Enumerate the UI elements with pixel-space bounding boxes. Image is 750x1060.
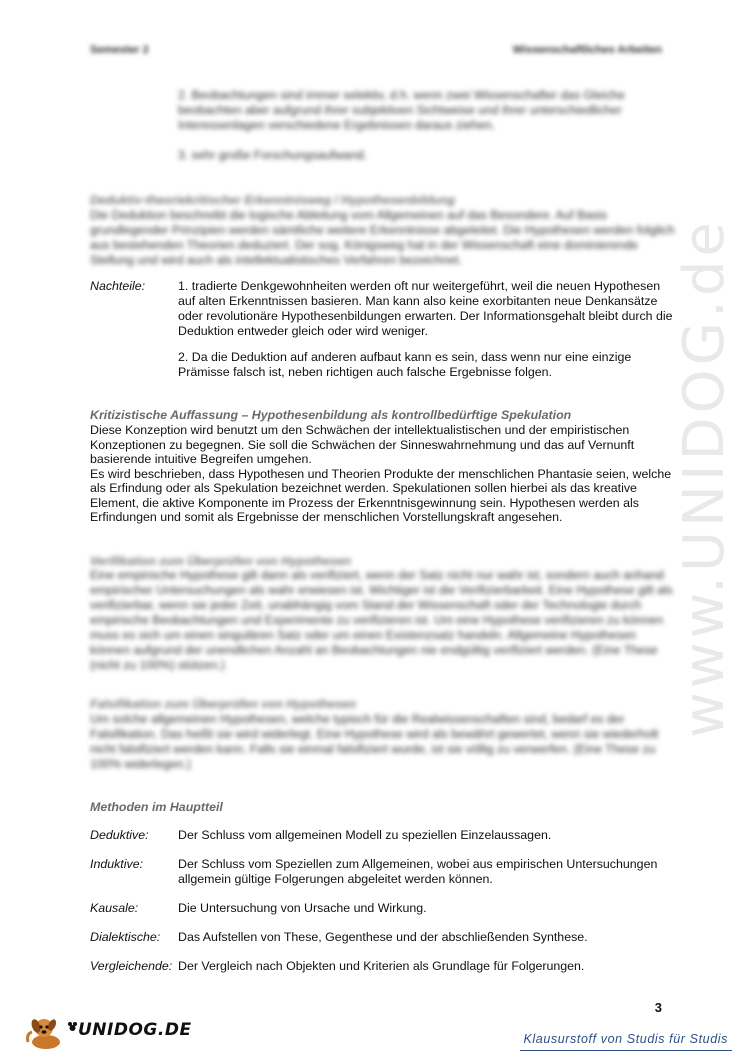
blurred-item-3: 3. sehr große Forschungsaufwand. [178, 148, 368, 162]
methode-text-kausale: Die Untersuchung von Ursache und Wirkung. [178, 901, 427, 915]
page-number: 3 [654, 1000, 662, 1015]
methode-label-induktive: Induktive: [90, 857, 144, 871]
watermark: www.UNIDOG.de [672, 218, 737, 738]
methode-label-kausale: Kausale: [90, 901, 139, 915]
nachteile-label: Nachteile: [90, 279, 146, 293]
dog-icon [24, 1012, 80, 1052]
blurred-deduktiv-text: Die Deduktion beschreibt die logische Ableitung vom Allgemeinen auf das Besondere. Auf Basis grundlegender Prinzipien werden sämtliche weitere Erkenntnisse abgeleitet. Die Hypothesen werden folglich aus bestehenden Theorien deduziert. Der sog. Königsweg hat in der Wissenschaft eine dominierende Stellung und wird auch als intellektualistisches Verfahren bezeichnet. [90, 208, 675, 267]
methode-label-vergleichende: Vergleichende: [90, 959, 173, 973]
methode-text-induktive: Der Schluss vom Speziellen zum Allgemeinen, wobei aus empirischen Untersuchungen allgemein gültige Folgerungen abgeleitet werden können. [178, 857, 658, 886]
footer-tagline: Klausurstoff von Studis für Studis [523, 1032, 728, 1046]
unidog-logo [24, 1012, 192, 1052]
blurred-falsifikation-text: Um solche allgemeinen Hypothesen, welche typisch für die Realwissenschaften sind, bedarf es der Falsifikation. Das heißt sie wird widerlegt. Eine Hypothese wird als bewährt gewertet, wenn sie wiederholt nicht falsifiziert werden kann. Falls sie einmal falsifiziert wurde, ist sie völlig zu verwerfen. (Eine These zu 100% widerlegen.) [90, 712, 659, 771]
logo-text: UNIDOG.DE [78, 1020, 192, 1040]
methode-text-vergleichende: Der Vergleich nach Objekten und Kriterien als Grundlage für Folgerungen. [178, 959, 585, 973]
methode-text-deduktive: Der Schluss vom allgemeinen Modell zu speziellen Einzelaussagen. [178, 828, 552, 842]
footer-divider [520, 1050, 732, 1051]
header-right: Wissenschaftliches Arbeiten [512, 44, 662, 56]
kritizistische-text: Diese Konzeption wird benutzt um den Schwächen der intellektualistischen und der empiristischen Konzeptionen zu begegnen. Sie soll die Schwächen der Sinneswahrnehmung und das auf Vernunft basierende intuitive Begreifen umgehen. Es wird beschrieben, dass Hypothesen und Theorien Produkte der menschlichen Phantasie seien, welche als Erfindung oder als Spekulation bezeichnet werden. Spekulationen sollen hierbei als das kreative Element, die aktive Komponente im Prozess der Erkenntnisgewinnung sein. Hypothesen werden als Erfindungen und somit als Ergebnisse der menschlichen Vorstellungskraft angesehen. [90, 423, 672, 524]
blurred-falsifikation-title: Falsifikation zum Überprüfen von Hypothesen [90, 697, 357, 711]
kritizistische-title: Kritizistische Auffassung – Hypothesenbildung als kontrollbedürftige Spekulation [90, 408, 572, 422]
methoden-title: Methoden im Hauptteil [90, 800, 223, 814]
methode-label-dialektische: Dialektische: [90, 930, 161, 944]
methode-label-deduktive: Deduktive: [90, 828, 149, 842]
blurred-verifikation-title: Verifikation zum Überprüfen von Hypothesen [90, 554, 351, 568]
nachteile-point-2: 2. Da die Deduktion auf anderen aufbaut kann es sein, dass wenn nur eine einzige Prämisse falsch ist, neben richtigen auch falsche Ergebnisse folgen. [178, 350, 632, 379]
blurred-deduktiv-title: Deduktiv-theoriekritischer Erkenntnisweg / Hypothesenbildung [90, 193, 456, 207]
blurred-verifikation-text: Eine empirische Hypothese gilt dann als verifiziert, wenn der Satz nicht nur wahr ist, sondern auch anhand empirischer Untersuchungen als wahr erwiesen ist. Wichtiger ist die Verifizierbarkeit. Eine Hypothese gilt als verifizierbar, wenn sie jeder Zeit, unabhängig vom Stand der Wissenschaft oder der Technologie durch empirische Beobachtungen und Experimente zu verifizieren ist. Um eine Hypothese verifizieren zu können muss es sich um einen singulären Satz oder um einen Existenzsatz handeln. Allgemeine Hypothesen können aufgrund der unendlichen Anzahl an Beobachtungen nie endgültig verifiziert werden. (Eine These (nicht zu 100%) stützen.) [90, 568, 673, 672]
blurred-item-2: 2. Beobachtungen sind immer selektiv, d.h. wenn zwei Wissenschafter das Gleiche beobachten aber aufgrund ihrer subjektiven Sichtweise und ihrer unterschiedlicher Interessenlagen verschiedene Ergebnissen daraus ziehen. [178, 88, 625, 132]
methode-text-dialektische: Das Aufstellen von These, Gegenthese und der abschließenden Synthese. [178, 930, 588, 944]
header-left: Semester 2 [90, 44, 149, 56]
nachteile-point-1: 1. tradierte Denkgewohnheiten werden oft nur weitergeführt, weil die neuen Hypothesen auf alten Erkenntnissen basieren. Man kann also keine exorbitanten neue Denkansätze oder revolutionäre Hypothesenbildungen erwarten. Der Informationsgehalt bleibt durch die Deduktion entweder gleich oder wird weniger. [178, 279, 673, 338]
